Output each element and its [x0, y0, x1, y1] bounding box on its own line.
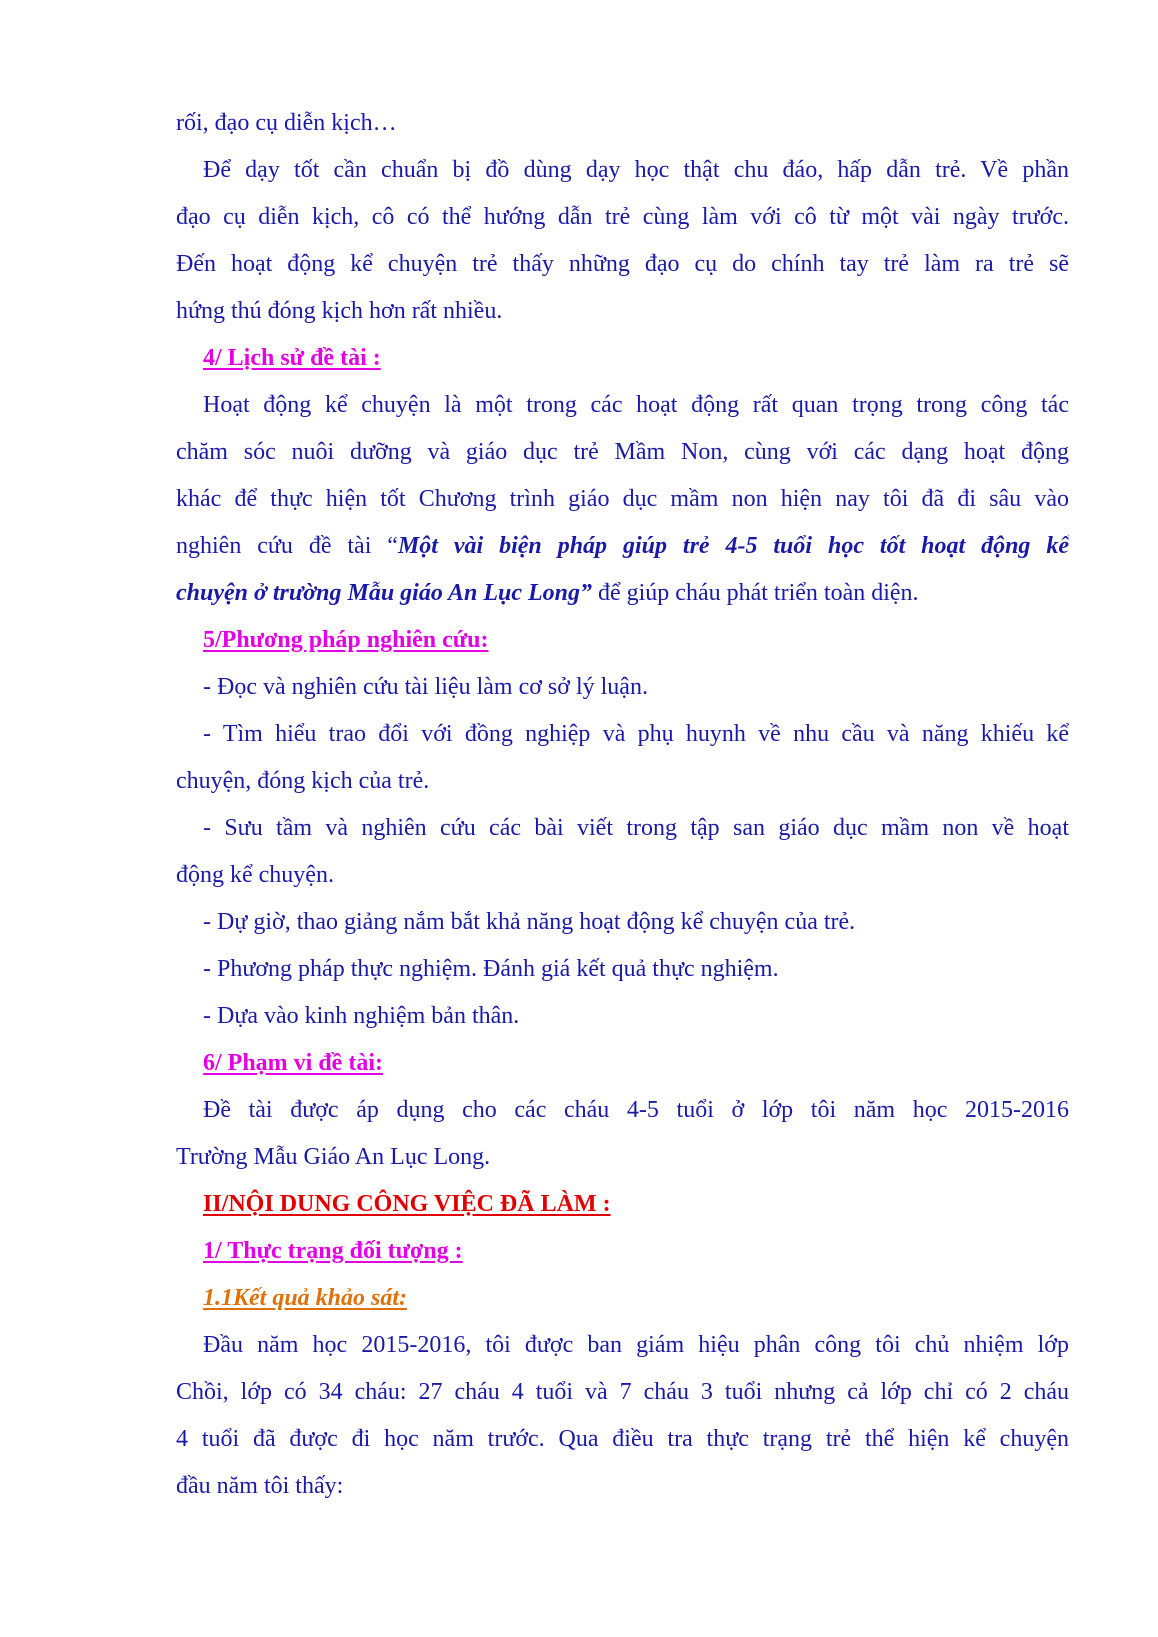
paragraph-line: Đề tài được áp dụng cho các cháu 4-5 tuổi ở lớp tôi năm học 2015-2016 [203, 1097, 1069, 1123]
paragraph-line [176, 570, 1069, 617]
list-item-continuation: động kể chuyện. [176, 862, 334, 888]
section-heading-4 [176, 335, 1069, 382]
paragraph-line: đạo cụ diễn kịch, cô có thể hướng dẫn trẻ cùng làm với cô từ một vài ngày trước. [176, 204, 1069, 230]
list-item: - Sưu tầm và nghiên cứu các bài viết trong tập san giáo dục mầm non về hoạt [203, 815, 1069, 841]
list-item: - Phương pháp thực nghiệm. Đánh giá kết quả thực nghiệm. [203, 956, 779, 982]
list-item: - Đọc và nghiên cứu tài liệu làm cơ sở lý luận. [203, 674, 648, 700]
section-heading-6 [176, 1040, 1069, 1087]
paragraph-line: chăm sóc nuôi dưỡng và giáo dục trẻ Mầm Non, cùng với các dạng hoạt động [176, 439, 1069, 465]
paragraph-line: Đến hoạt động kể chuyện trẻ thấy những đạo cụ do chính tay trẻ làm ra trẻ sẽ [176, 251, 1069, 277]
heading-text: II/NỘI DUNG CÔNG VIỆC ĐÃ LÀM : [203, 1191, 611, 1217]
paragraph-line: Hoạt động kể chuyện là một trong các hoạt động rất quan trọng trong công tác [203, 392, 1069, 418]
subsection-heading-1 [176, 1228, 1069, 1275]
list-item-continuation: chuyện, đóng kịch của trẻ. [176, 768, 430, 794]
heading-text: 5/Phương pháp nghiên cứu: [203, 627, 489, 653]
document-body [176, 100, 1069, 1510]
plain-text: nghiên cứu đề tài “ [176, 533, 398, 559]
list-item: - Tìm hiểu trao đổi với đồng nghiệp và phụ huynh về nhu cầu và năng khiếu kể [203, 721, 1069, 747]
paragraph-line: đầu năm tôi thấy: [176, 1473, 344, 1499]
list-item: - Dựa vào kinh nghiệm bản thân. [203, 1003, 520, 1029]
heading-text: 1/ Thực trạng đối tượng : [203, 1238, 463, 1264]
paragraph-line: hứng thú đóng kịch hơn rất nhiều. [176, 298, 503, 324]
paragraph-line: Đầu năm học 2015-2016, tôi được ban giám hiệu phân công tôi chủ nhiệm lớp [203, 1332, 1069, 1358]
section-heading-5 [176, 617, 1069, 664]
list-item: - Dự giờ, thao giảng nắm bắt khả năng hoạt động kể chuyện của trẻ. [203, 909, 856, 935]
paragraph-line: Để dạy tốt cần chuẩn bị đồ dùng dạy học thật chu đáo, hấp dẫn trẻ. Về phần [203, 157, 1069, 183]
subsection-heading-1-1 [176, 1275, 1069, 1322]
chapter-heading-ii [176, 1181, 1069, 1228]
paragraph-line: Chồi, lớp có 34 cháu: 27 cháu 4 tuổi và 7 cháu 3 tuổi nhưng cả lớp chỉ có 2 cháu [176, 1379, 1069, 1405]
heading-text: 4/ Lịch sử đề tài : [203, 345, 381, 371]
paragraph-line: khác để thực hiện tốt Chương trình giáo dục mầm non hiện nay tôi đã đi sâu vào [176, 486, 1069, 512]
paragraph-line: Trường Mẫu Giáo An Lục Long. [176, 1144, 491, 1170]
heading-text: 1.1Kết quả khảo sát: [203, 1285, 408, 1311]
topic-title-text: Một vài biện pháp giúp trẻ 4-5 tuổi học tốt hoạt động kể [397, 533, 1069, 559]
topic-title-text: chuyện ở trường Mẫu giáo An Lục Long” [176, 580, 592, 606]
paragraph-line: rối, đạo cụ diễn kịch… [176, 110, 397, 136]
plain-text: để giúp cháu phát triển toàn diện. [591, 580, 919, 606]
heading-text: 6/ Phạm vi đề tài: [203, 1050, 383, 1076]
paragraph-line [176, 523, 1069, 570]
paragraph-line: 4 tuổi đã được đi học năm trước. Qua điều tra thực trạng trẻ thể hiện kể chuyện [176, 1426, 1069, 1452]
